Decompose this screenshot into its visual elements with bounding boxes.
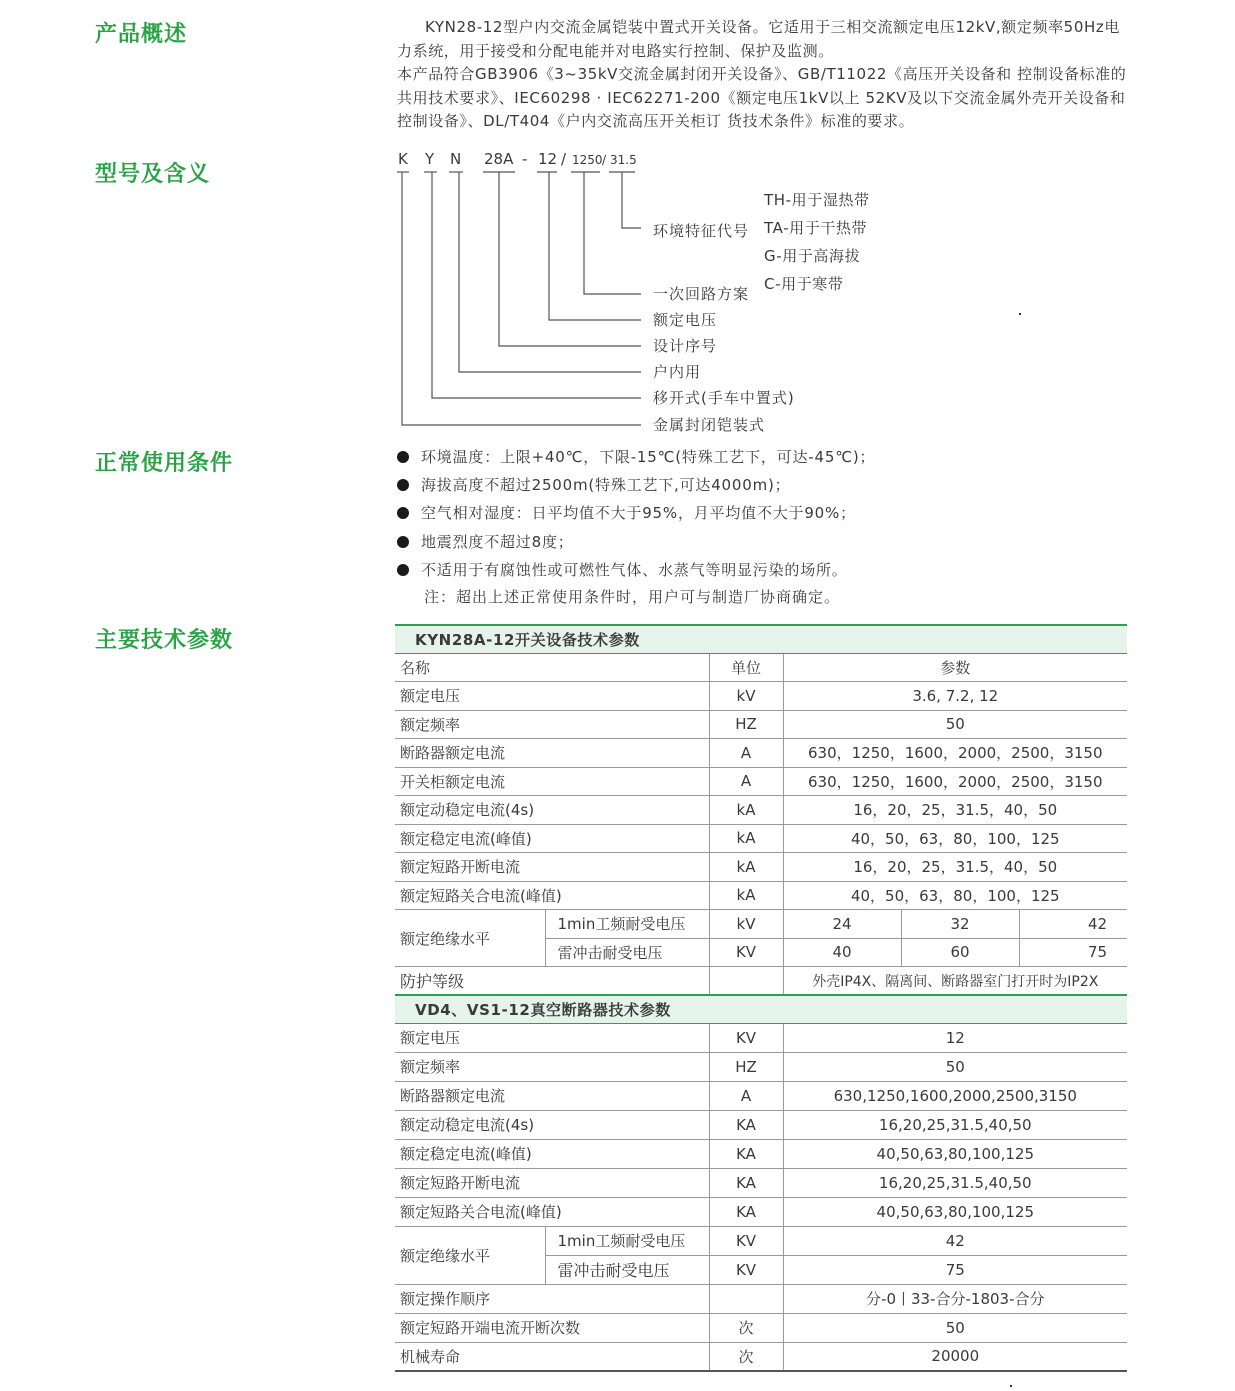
bullet-icon xyxy=(397,536,409,548)
table1-body xyxy=(395,682,1127,910)
col-header-unit: 单位 xyxy=(709,653,783,682)
row-unit: kA xyxy=(709,796,783,825)
table-title-row xyxy=(395,995,1127,1023)
protection-grade-name: 防护等级 xyxy=(395,967,709,996)
table2-body xyxy=(395,1023,1127,1226)
table-row xyxy=(395,1342,1127,1371)
list-item xyxy=(397,528,875,556)
table-row xyxy=(395,910,1127,939)
list-item xyxy=(397,499,875,527)
row-value: 12 xyxy=(783,1023,1127,1052)
row-name: 额定电压 xyxy=(395,1023,709,1052)
row-name: 额定动稳定电流(4s) xyxy=(395,796,709,825)
col-header-param: 参数 xyxy=(783,653,1127,682)
row-value: 16，20，25，31.5，40，50 xyxy=(783,796,1127,825)
row-name: 额定频率 xyxy=(395,1052,709,1081)
row-value: 40,50,63,80,100,125 xyxy=(783,1139,1127,1168)
insulation-level-name: 额定绝缘水平 xyxy=(395,910,545,967)
code-dash: - xyxy=(522,150,528,168)
env-option-ta: TA-用于干热带 xyxy=(764,219,868,237)
table-row xyxy=(395,1226,1127,1255)
protection-grade-unit xyxy=(709,967,783,996)
row-name: 额定稳定电流(峰值) xyxy=(395,824,709,853)
table-row xyxy=(395,1197,1127,1226)
row-name: 额定操作顺序 xyxy=(395,1284,709,1313)
insulation-unit-2: KV xyxy=(709,1255,783,1284)
insulation-unit-1: KV xyxy=(709,1226,783,1255)
row-unit: 次 xyxy=(709,1342,783,1371)
model-code-diagram xyxy=(0,0,1235,450)
table-row xyxy=(395,967,1127,996)
row-value: 40，50，63，80，100，125 xyxy=(783,881,1127,910)
list-item xyxy=(397,471,875,499)
col-header-name: 名称 xyxy=(395,653,709,682)
row-unit: KA xyxy=(709,1197,783,1226)
row-name: 额定短路开断电流 xyxy=(395,853,709,882)
table-row xyxy=(395,1139,1127,1168)
stray-dot xyxy=(1019,313,1021,315)
list-item xyxy=(397,443,875,471)
row-unit: kV xyxy=(709,682,783,711)
row-name: 额定稳定电流(峰值) xyxy=(395,1139,709,1168)
row-value: 50 xyxy=(783,710,1127,739)
bullet-icon xyxy=(397,479,409,491)
code-y: Y xyxy=(425,150,435,168)
table-row xyxy=(395,1284,1127,1313)
row-name: 额定动稳定电流(4s) xyxy=(395,1110,709,1139)
insulation-value: 75 xyxy=(783,1255,1127,1284)
row-name: 额定频率 xyxy=(395,710,709,739)
table-row xyxy=(395,1023,1127,1052)
usage-item-text: 空气相对湿度：日平均值不大于95%，月平均值不大于90%； xyxy=(421,504,856,523)
row-name: 额定短路关合电流(峰值) xyxy=(395,1197,709,1226)
code-slash-2: / xyxy=(602,153,607,167)
insulation-sub-lightning: 雷冲击耐受电压 xyxy=(545,938,709,967)
row-value: 16,20,25,31.5,40,50 xyxy=(783,1168,1127,1197)
row-value: 3.6, 7.2, 12 xyxy=(783,682,1127,711)
row-value: 630,1250,1600,2000,2500,3150 xyxy=(783,1081,1127,1110)
usage-item-text: 海拔高度不超过2500m(特殊工艺下,可达4000m)； xyxy=(421,476,791,495)
insulation-unit-1: kV xyxy=(709,910,783,939)
usage-item-text: 不适用于有腐蚀性或可燃性气体、水蒸气等明显污染的场所。 xyxy=(421,560,848,579)
label-metal-clad: 金属封闭铠装式 xyxy=(653,416,766,434)
row-value: 20000 xyxy=(783,1342,1127,1371)
usage-item-text: 环境温度：上限+40℃，下限-15℃(特殊工艺下，可达-45℃)； xyxy=(421,448,876,466)
code-series: 28A xyxy=(484,150,514,168)
label-removable: 移开式(手车中置式) xyxy=(653,389,795,407)
table-row xyxy=(395,1110,1127,1139)
stray-dot xyxy=(1010,1385,1012,1387)
label-env-code: 环境特征代号 xyxy=(653,222,750,240)
model-diagram-lines xyxy=(0,0,1235,450)
bullet-icon xyxy=(397,507,409,519)
row-unit xyxy=(709,1284,783,1313)
code-slash-1: / xyxy=(561,150,567,168)
insulation-unit-2: KV xyxy=(709,938,783,967)
code-voltage: 12 xyxy=(538,150,558,168)
row-value: 40,50,63,80,100,125 xyxy=(783,1197,1127,1226)
row-name: 机械寿命 xyxy=(395,1342,709,1371)
insulation-value: 60 xyxy=(901,938,1019,967)
table-row xyxy=(395,1313,1127,1342)
code-k: K xyxy=(398,150,408,168)
row-value: 630，1250，1600，2000，2500，3150 xyxy=(783,767,1127,796)
table-row xyxy=(395,767,1127,796)
section-title-usage: 正常使用条件 xyxy=(95,451,234,476)
row-unit: A xyxy=(709,739,783,768)
table-row xyxy=(395,1081,1127,1110)
kyn28a-params-table xyxy=(395,624,1127,996)
insulation-value: 32 xyxy=(901,910,1019,939)
insulation-level-name: 额定绝缘水平 xyxy=(395,1226,545,1284)
usage-conditions-list xyxy=(397,443,875,584)
row-name: 断路器额定电流 xyxy=(395,739,709,768)
row-unit: HZ xyxy=(709,1052,783,1081)
insulation-value: 24 xyxy=(783,910,901,939)
table-row xyxy=(395,1168,1127,1197)
row-unit: KA xyxy=(709,1110,783,1139)
row-unit: KA xyxy=(709,1139,783,1168)
table-header-row xyxy=(395,653,1127,682)
row-unit: HZ xyxy=(709,710,783,739)
env-option-th: TH-用于湿热带 xyxy=(764,191,870,209)
row-value: 16，20，25，31.5，40，50 xyxy=(783,853,1127,882)
table1-title: KYN28A-12开关设备技术参数 xyxy=(395,625,1127,653)
table-row xyxy=(395,1052,1127,1081)
section-title-overview: 产品概述 xyxy=(95,22,188,47)
insulation-sub-power-freq: 1min工频耐受电压 xyxy=(545,1226,709,1255)
code-current: 1250 xyxy=(572,153,603,167)
insulation-sub-power-freq: 1min工频耐受电压 xyxy=(545,910,709,939)
row-value: 50 xyxy=(783,1052,1127,1081)
code-breaking: 31.5 xyxy=(610,153,637,167)
row-unit: A xyxy=(709,1081,783,1110)
row-name: 额定短路开端电流开断次数 xyxy=(395,1313,709,1342)
insulation-value: 42 xyxy=(1019,910,1127,939)
row-name: 额定电压 xyxy=(395,682,709,711)
label-rated-voltage: 额定电压 xyxy=(653,311,718,329)
row-unit: KA xyxy=(709,1168,783,1197)
row-value: 40，50，63，80，100，125 xyxy=(783,824,1127,853)
row-unit: kA xyxy=(709,824,783,853)
table2-title: VD4、VS1-12真空断路器技术参数 xyxy=(395,995,1127,1023)
label-indoor: 户内用 xyxy=(653,363,702,381)
vd4-vs1-params-table xyxy=(395,994,1127,1372)
row-name: 断路器额定电流 xyxy=(395,1081,709,1110)
table-row xyxy=(395,796,1127,825)
usage-note: 注：超出上述正常使用条件时，用户可与制造厂协商确定。 xyxy=(424,588,841,606)
row-unit: 次 xyxy=(709,1313,783,1342)
table-row xyxy=(395,824,1127,853)
table-title-row xyxy=(395,625,1127,653)
table2-tail xyxy=(395,1284,1127,1371)
row-unit: kA xyxy=(709,853,783,882)
insulation-value: 40 xyxy=(783,938,901,967)
label-scheme: 一次回路方案 xyxy=(653,285,750,303)
section-title-params: 主要技术参数 xyxy=(95,628,234,653)
insulation-sub-lightning: 雷冲击耐受电压 xyxy=(545,1255,709,1284)
table-row xyxy=(395,739,1127,768)
row-value: 分-0丨33-合分-1803-合分 xyxy=(783,1284,1127,1313)
env-option-g: G-用于高海拔 xyxy=(764,247,861,265)
label-design-no: 设计序号 xyxy=(653,337,718,355)
section-title-model: 型号及含义 xyxy=(95,162,211,187)
row-unit: kA xyxy=(709,881,783,910)
list-item xyxy=(397,556,875,584)
row-name: 开关柜额定电流 xyxy=(395,767,709,796)
overview-paragraph-2: 本产品符合GB3906《3~35kV交流金属封闭开关设备》、GB/T11022《高压开关设备和 控制设备标准的共用技术要求》、IEC60298 · IEC62271-200《额定电压1kV以上 52KV及以下交流金属外壳开关设备和控制设备》、DL/T404《户内交流高压开关柜订 货技术条件》标准的要求。 xyxy=(397,65,1127,131)
table-row xyxy=(395,682,1127,711)
row-value: 50 xyxy=(783,1313,1127,1342)
code-n: N xyxy=(450,150,462,168)
env-option-c: C-用于寒带 xyxy=(764,275,844,293)
row-unit: A xyxy=(709,767,783,796)
table-row xyxy=(395,881,1127,910)
table-row xyxy=(395,853,1127,882)
row-name: 额定短路开断电流 xyxy=(395,1168,709,1197)
row-value: 16,20,25,31.5,40,50 xyxy=(783,1110,1127,1139)
usage-item-text: 地震烈度不超过8度； xyxy=(421,532,574,551)
row-name: 额定短路关合电流(峰值) xyxy=(395,881,709,910)
protection-grade-value: 外壳IP4X、隔离间、断路器室门打开时为IP2X xyxy=(783,967,1127,996)
overview-text-1: KYN28-12型户内交流金属铠装中置式开关设备。它适用于三相交流额定电压12kV,额定频率50Hz电力系统，用于接受和分配电能并对电路实行控制、保护及监测。 xyxy=(397,18,1120,60)
table-row xyxy=(395,710,1127,739)
insulation-value: 42 xyxy=(783,1226,1127,1255)
row-value: 630，1250，1600，2000，2500，3150 xyxy=(783,739,1127,768)
bullet-icon xyxy=(397,451,409,463)
insulation-value: 75 xyxy=(1019,938,1127,967)
row-unit: KV xyxy=(709,1023,783,1052)
bullet-icon xyxy=(397,564,409,576)
